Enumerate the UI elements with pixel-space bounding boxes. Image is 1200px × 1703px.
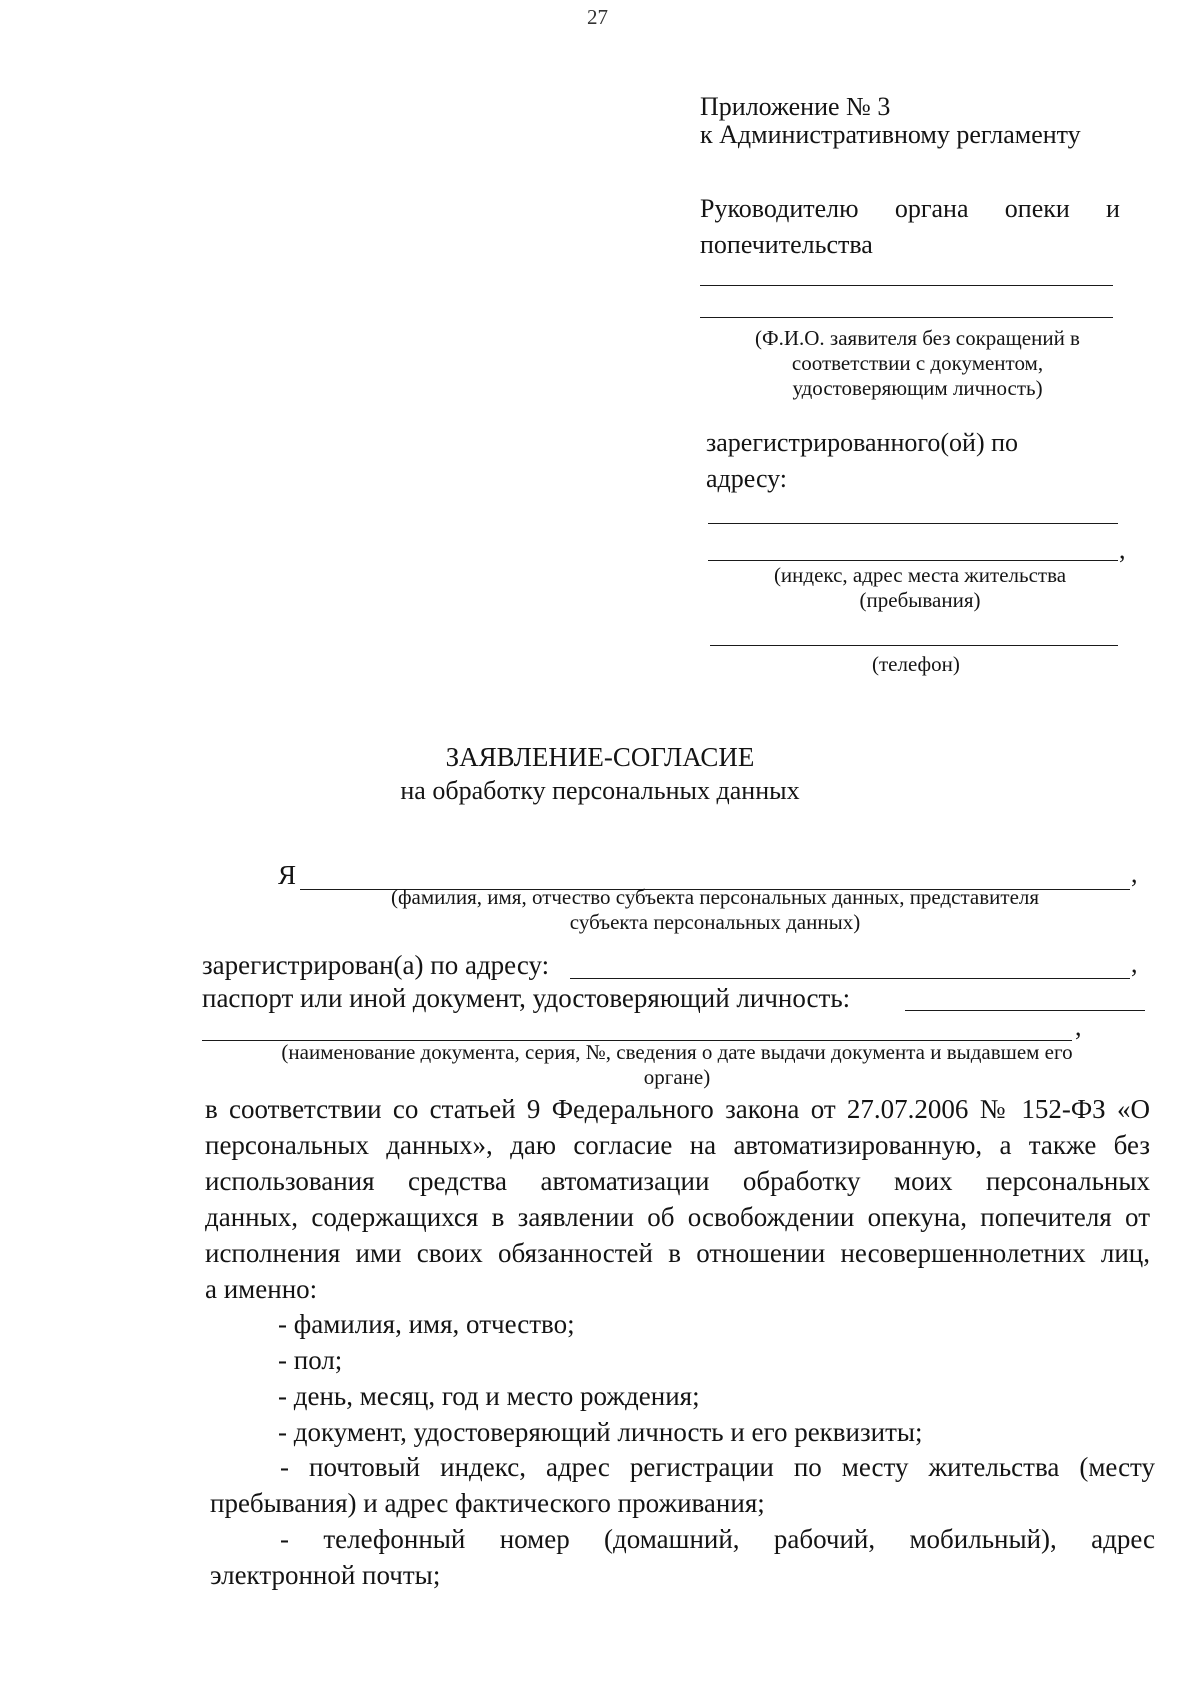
paragraph-line: в соответствии со статьей 9 Федерального закона от 27.07.2006 № 152-ФЗ «О [205,1094,1150,1124]
caption-line: (индекс, адрес места жительства [773,563,1067,587]
caption-line: соответствии с документом, [791,351,1044,375]
caption-line: органе) [643,1065,711,1089]
address-label: адресу: [706,464,788,493]
phone-line[interactable] [710,645,1118,646]
appendix-reference: к Административному регламенту [700,120,1081,149]
addressee-word: и [1106,194,1120,223]
address-caption [740,563,1100,613]
addressee-name-line[interactable] [700,285,1113,286]
caption-line: (фамилия, имя, отчество субъекта персональных данных, представителя [390,885,1040,909]
list-item: - день, месяц, год и место рождения; [278,1381,700,1411]
appendix-number: Приложение № 3 [700,92,891,121]
caption-line: (пребывания) [859,588,981,612]
addressee-line-2: попечительства [700,230,873,259]
document-subtitle: на обработку персональных данных [400,776,800,805]
registered-address-label: зарегистрирован(а) по адресу: [202,950,550,980]
addressee-word: органа [894,194,969,223]
paragraph-line: а именно: [205,1274,318,1304]
addressee-word: Руководителю [700,194,859,223]
registered-label: зарегистрированного(ой) по [706,428,1019,457]
address-line-2[interactable] [708,560,1118,561]
list-item: - документ, удостоверяющий личность и его реквизиты; [278,1417,923,1447]
subject-caption [300,885,1130,935]
passport-line-1[interactable] [905,1010,1145,1011]
address-line-1[interactable] [708,523,1118,524]
address-comma: , [1119,535,1126,564]
passport-label: паспорт или иной документ, удостоверяющий личность: [202,983,851,1013]
paragraph-line: данных, содержащихся в заявлении об освобождении опекуна, попечителя от [205,1202,1150,1232]
list-item-continuation: электронной почты; [210,1560,441,1590]
i-label: Я [278,860,297,890]
list-item: - почтовый индекс, адрес регистрации по месту жительства (месту [280,1452,1155,1482]
page-number: 27 [587,5,608,29]
list-item-continuation: пребывания) и адрес фактического проживания; [210,1488,765,1518]
list-item: - пол; [278,1345,343,1375]
caption-line: удостоверяющим личность) [792,376,1043,400]
passport-comma: , [1075,1012,1082,1041]
paragraph-line: персональных данных», даю согласие на автоматизированную, а также без [205,1130,1150,1160]
paragraph-line: использования средства автоматизации обработку моих персональных [205,1166,1150,1196]
list-item: - фамилия, имя, отчество; [278,1309,575,1339]
addressee-word: опеки [1004,194,1070,223]
applicant-fio-line[interactable] [700,317,1113,318]
registered-comma: , [1131,949,1138,978]
list-item: - телефонный номер (домашний, рабочий, мобильный), адрес [280,1524,1155,1554]
document-caption [202,1040,1152,1090]
caption-line: (Ф.И.О. заявителя без сокращений в [755,326,1080,350]
registered-address-line[interactable] [570,978,1130,979]
subject-comma: , [1131,859,1138,888]
addressee-line [700,194,1120,224]
fio-caption [720,326,1115,401]
phone-caption: (телефон) [872,652,960,676]
paragraph-line: исполнения ими своих обязанностей в отношении несовершеннолетних лиц, [205,1238,1150,1268]
document-title: ЗАЯВЛЕНИЕ-СОГЛАСИЕ [445,742,755,772]
caption-line: субъекта персональных данных) [569,910,861,934]
caption-line: (наименование документа, серия, №, сведения о дате выдачи документа и выдавшем его [281,1040,1073,1064]
